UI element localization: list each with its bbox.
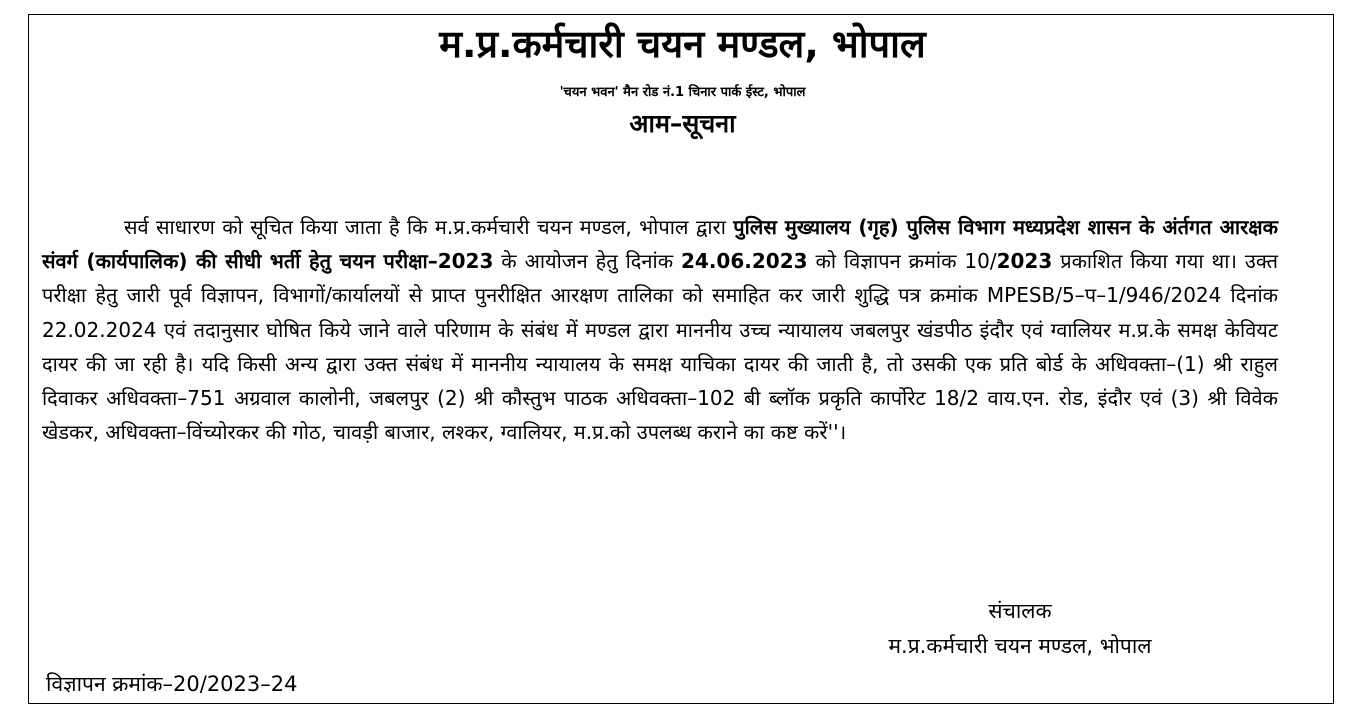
notice-body [42,210,1278,449]
signatory-organization: म.प्र.कर्मचारी चयन मण्डल, भोपाल [888,634,1152,658]
advertisement-year: 2023 [996,249,1053,274]
body-main-text: प्रकाशित किया गया था। उक्त परीक्षा हेतु जारी पूर्व विज्ञापन, विभागों/कार्यालयों से प्राप्त पुनरीक्षित आरक्षण तालिका को समाहित कर जारी शुद्धि पत्र क्रमांक MPESB/5–प–1/946/2024 दिनांक 22.02.2024 एवं तदानुसार घोषित किये जाने वाले परिणाम के संबंध में मण्डल द्वारा माननीय उच्च न्यायालय जबलपुर खंडपीठ इंदौर एवं ग्वालियर म.प्र.के समक्ष केवियट दायर की जा रही है। यदि किसी अन्य द्वारा उक्त संबंध में माननीय न्यायालय के समक्ष याचिका दायर की जाती है, तो उसकी एक प्रति बोर्ड के अधिवक्ता–(1) श्री राहुल दिवाकर अधिवक्ता–751 अग्रवाल कालोनी, जबलपुर (2) श्री कौस्तुभ पाठक अधिवक्ता–102 बी ब्लॉक प्रकृति कार्पोरेट 18/2 वाय.एन. रोड, इंदौर एवं (3) श्री विवेक खेडकर, अधिवक्ता–विंच्योरकर की गोठ, चावड़ी बाजार, लश्कर, ग्वालियर, म.प्र.को उपलब्ध कराने का कष्ट करें''। [42,249,1278,445]
exam-name: पुलिस मुख्यालय (गृह) पुलिस विभाग मध्यप्रदेश शासन के अंर्तगत आरक्षक संवर्ग (कार्यपालिक) की सीधी भर्ती हेतु चयन परीक्षा–2023 [42,215,1278,274]
advertisement-date: 24.06.2023 [681,249,808,274]
board-address: 'चयन भवन' मैन रोड नं.1 चिनार पार्क ईस्ट, भोपाल [559,85,806,100]
board-title: म.प्र.कर्मचारी चयन मण्डल, भोपाल [439,22,926,66]
body-ad-prefix: को विज्ञापन क्रमांक 10/ [807,249,997,274]
advertisement-number: विज्ञापन क्रमांक–20/2023–24 [46,672,298,696]
body-date-prefix: के आयोजन हेतु दिनांक [493,249,681,274]
body-intro: सर्व साधारण को सूचित किया जाता है कि म.प्र.कर्मचारी चयन मण्डल, भोपाल द्वारा [124,215,734,239]
notice-heading: आम–सूचना [629,109,736,138]
signatory-designation: संचालक [988,599,1052,623]
